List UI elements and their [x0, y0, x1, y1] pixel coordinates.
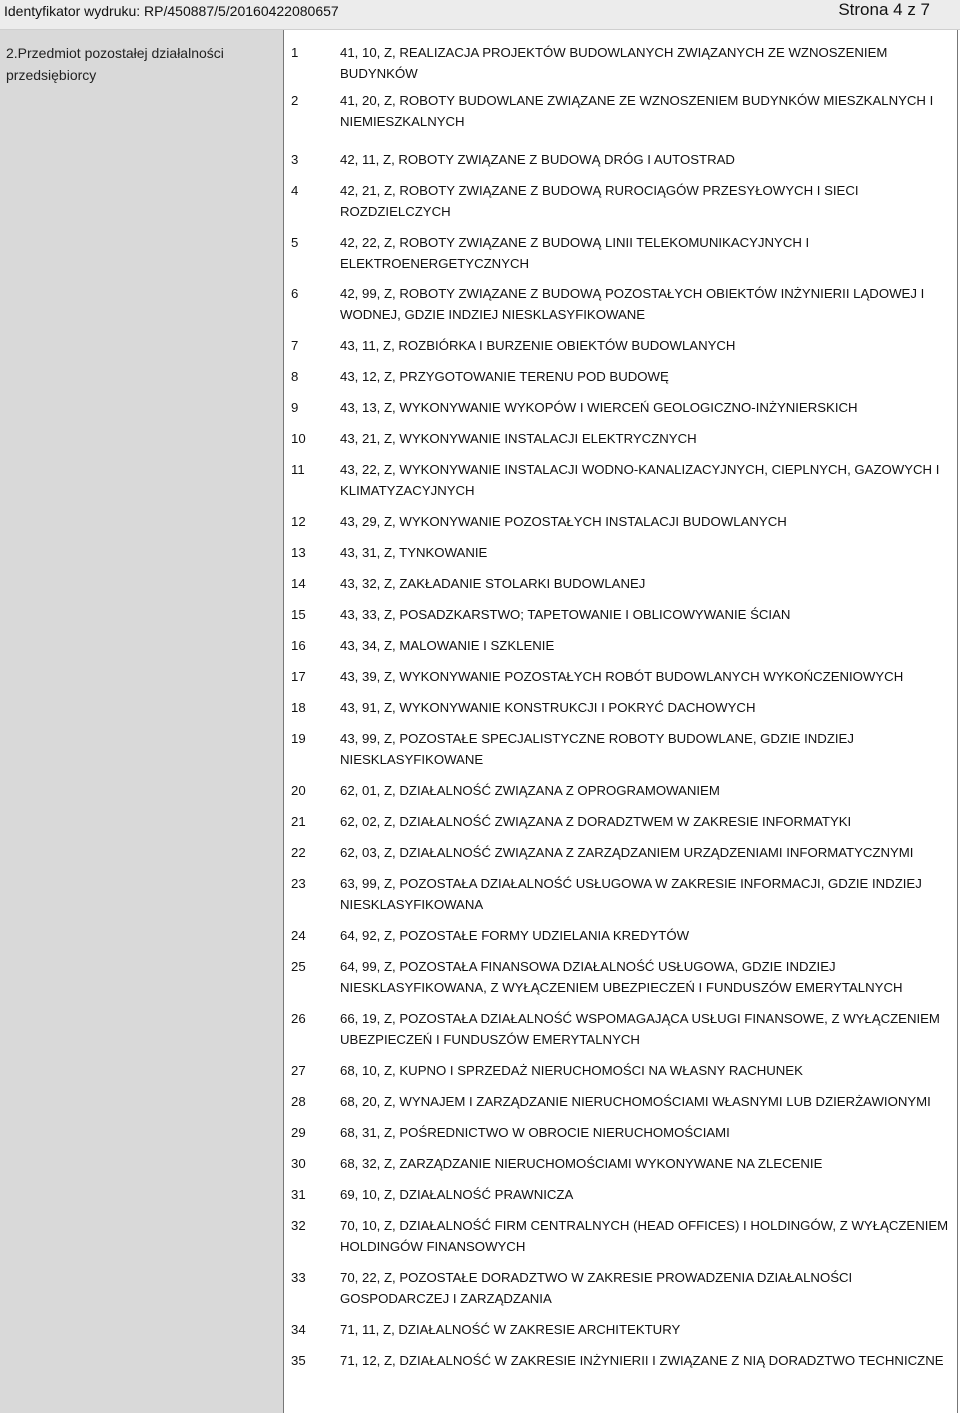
activity-description: 64, 99, Z, POZOSTAŁA FINANSOWA DZIAŁALNOŚĆ USŁUGOWA, GDZIE INDZIEJ NIESKLASYFIKOWANA, Z WYŁĄCZENIEM UBEZPIECZEŃ I FUNDUSZÓW EMERYTALNYCH — [340, 959, 903, 995]
activity-number: 5 — [291, 235, 299, 250]
activity-description: 68, 32, Z, ZARZĄDZANIE NIERUCHOMOŚCIAMI WYKONYWANE NA ZLECENIE — [340, 1156, 823, 1171]
print-header — [0, 0, 960, 30]
activity-number: 21 — [291, 814, 306, 829]
activity-description: 66, 19, Z, POZOSTAŁA DZIAŁALNOŚĆ WSPOMAGAJĄCA USŁUGI FINANSOWE, Z WYŁĄCZENIEM UBEZPIECZEŃ I FUNDUSZÓW EMERYTALNYCH — [340, 1011, 940, 1047]
activity-number: 7 — [291, 338, 299, 353]
activity-description: 43, 99, Z, POZOSTAŁE SPECJALISTYCZNE ROBOTY BUDOWLANE, GDZIE INDZIEJ NIESKLASYFIKOWANE — [340, 731, 854, 767]
activity-description: 43, 91, Z, WYKONYWANIE KONSTRUKCJI I POKRYĆ DACHOWYCH — [340, 700, 756, 715]
activity-number: 23 — [291, 876, 306, 891]
activity-description: 62, 01, Z, DZIAŁALNOŚĆ ZWIĄZANA Z OPROGRAMOWANIEM — [340, 783, 720, 798]
activity-description: 71, 12, Z, DZIAŁALNOŚĆ W ZAKRESIE INŻYNIERII I ZWIĄZANE Z NIĄ DORADZTWO TECHNICZNE — [340, 1353, 944, 1368]
page-indicator: Strona 4 z 7 — [838, 0, 930, 19]
activity-description: 63, 99, Z, POZOSTAŁA DZIAŁALNOŚĆ USŁUGOWA W ZAKRESIE INFORMACJI, GDZIE INDZIEJ NIESKLASYFIKOWANA — [340, 876, 922, 912]
activity-number: 29 — [291, 1125, 306, 1140]
activity-description: 43, 13, Z, WYKONYWANIE WYKOPÓW I WIERCEŃ GEOLOGICZNO-INŻYNIERSKICH — [340, 400, 858, 415]
print-identifier: Identyfikator wydruku: RP/450887/5/20160422080657 — [4, 3, 339, 19]
activity-number: 15 — [291, 607, 306, 622]
activity-number: 13 — [291, 545, 306, 560]
activity-number: 24 — [291, 928, 306, 943]
activity-number: 34 — [291, 1322, 306, 1337]
activity-number: 10 — [291, 431, 306, 446]
activity-number: 6 — [291, 286, 299, 301]
activity-number: 16 — [291, 638, 306, 653]
activity-number: 26 — [291, 1011, 306, 1026]
activity-number: 28 — [291, 1094, 306, 1109]
activity-number: 11 — [291, 462, 305, 477]
activity-number: 19 — [291, 731, 306, 746]
activity-number: 12 — [291, 514, 306, 529]
activity-description: 43, 21, Z, WYKONYWANIE INSTALACJI ELEKTRYCZNYCH — [340, 431, 697, 446]
section-title: 2.Przedmiot pozostałej działalności przedsiębiorcy — [6, 45, 224, 83]
activity-description: 69, 10, Z, DZIAŁALNOŚĆ PRAWNICZA — [340, 1187, 574, 1202]
activity-description: 43, 34, Z, MALOWANIE I SZKLENIE — [340, 638, 555, 653]
activity-number: 32 — [291, 1218, 306, 1233]
activity-number: 20 — [291, 783, 306, 798]
activity-number: 2 — [291, 93, 299, 108]
activity-number: 4 — [291, 183, 299, 198]
activity-description: 71, 11, Z, DZIAŁALNOŚĆ W ZAKRESIE ARCHITEKTURY — [340, 1322, 681, 1337]
activity-number: 35 — [291, 1353, 306, 1368]
activity-description: 68, 20, Z, WYNAJEM I ZARZĄDZANIE NIERUCHOMOŚCIAMI WŁASNYMI LUB DZIERŻAWIONYMI — [340, 1094, 931, 1109]
activity-description: 42, 11, Z, ROBOTY ZWIĄZANE Z BUDOWĄ DRÓG I AUTOSTRAD — [340, 152, 735, 167]
activity-description: 43, 31, Z, TYNKOWANIE — [340, 545, 488, 560]
activity-number: 17 — [291, 669, 306, 684]
activity-number: 9 — [291, 400, 299, 415]
section-label-column — [0, 30, 284, 1413]
activity-description: 42, 22, Z, ROBOTY ZWIĄZANE Z BUDOWĄ LINII TELEKOMUNIKACYJNYCH I ELEKTROENERGETYCZNYCH — [340, 235, 810, 271]
activity-number: 25 — [291, 959, 306, 974]
activity-description: 41, 10, Z, REALIZACJA PROJEKTÓW BUDOWLANYCH ZWIĄZANYCH ZE WZNOSZENIEM BUDYNKÓW — [340, 45, 888, 81]
activity-description: 43, 22, Z, WYKONYWANIE INSTALACJI WODNO-KANALIZACYJNYCH, CIEPLNYCH, GAZOWYCH I KLIMATYZACYJNYCH — [340, 462, 940, 498]
activity-list — [284, 30, 958, 1413]
activity-description: 64, 92, Z, POZOSTAŁE FORMY UDZIELANIA KREDYTÓW — [340, 928, 690, 943]
activity-number: 3 — [291, 152, 299, 167]
activity-number: 18 — [291, 700, 306, 715]
activity-number: 27 — [291, 1063, 306, 1078]
activity-description: 70, 10, Z, DZIAŁALNOŚĆ FIRM CENTRALNYCH (HEAD OFFICES) I HOLDINGÓW, Z WYŁĄCZENIEM HOLDINGÓW FINANSOWYCH — [340, 1218, 949, 1254]
activity-description: 43, 39, Z, WYKONYWANIE POZOSTAŁYCH ROBÓT BUDOWLANYCH WYKOŃCZENIOWYCH — [340, 669, 904, 684]
activity-description: 68, 10, Z, KUPNO I SPRZEDAŻ NIERUCHOMOŚCI NA WŁASNY RACHUNEK — [340, 1063, 803, 1078]
activity-description: 43, 29, Z, WYKONYWANIE POZOSTAŁYCH INSTALACJI BUDOWLANYCH — [340, 514, 787, 529]
activity-description: 43, 11, Z, ROZBIÓRKA I BURZENIE OBIEKTÓW BUDOWLANYCH — [340, 338, 736, 353]
activity-description: 42, 99, Z, ROBOTY ZWIĄZANE Z BUDOWĄ POZOSTAŁYCH OBIEKTÓW INŻYNIERII LĄDOWEJ I WODNEJ, GDZIE INDZIEJ NIESKLASYFIKOWANE — [340, 286, 925, 322]
activity-number: 8 — [291, 369, 299, 384]
activity-description: 43, 12, Z, PRZYGOTOWANIE TERENU POD BUDOWĘ — [340, 369, 669, 384]
activity-number: 30 — [291, 1156, 306, 1171]
activity-number: 1 — [291, 45, 299, 60]
activity-description: 62, 03, Z, DZIAŁALNOŚĆ ZWIĄZANA Z ZARZĄDZANIEM URZĄDZENIAMI INFORMATYCZNYMI — [340, 845, 914, 860]
activity-description: 70, 22, Z, POZOSTAŁE DORADZTWO W ZAKRESIE PROWADZENIA DZIAŁALNOŚCI GOSPODARCZEJ I ZARZĄDZANIA — [340, 1270, 853, 1306]
activity-description: 41, 20, Z, ROBOTY BUDOWLANE ZWIĄZANE ZE WZNOSZENIEM BUDYNKÓW MIESZKALNYCH I NIEMIESZKALNYCH — [340, 93, 934, 129]
activity-number: 14 — [291, 576, 306, 591]
activity-description: 68, 31, Z, POŚREDNICTWO W OBROCIE NIERUCHOMOŚCIAMI — [340, 1125, 730, 1140]
activity-number: 22 — [291, 845, 306, 860]
activity-description: 42, 21, Z, ROBOTY ZWIĄZANE Z BUDOWĄ RUROCIĄGÓW PRZESYŁOWYCH I SIECI ROZDZIELCZYCH — [340, 183, 859, 219]
activity-description: 43, 33, Z, POSADZKARSTWO; TAPETOWANIE I OBLICOWYWANIE ŚCIAN — [340, 607, 791, 622]
activity-number: 33 — [291, 1270, 306, 1285]
activity-description: 43, 32, Z, ZAKŁADANIE STOLARKI BUDOWLANEJ — [340, 576, 646, 591]
activity-number: 31 — [291, 1187, 306, 1202]
activity-description: 62, 02, Z, DZIAŁALNOŚĆ ZWIĄZANA Z DORADZTWEM W ZAKRESIE INFORMATYKI — [340, 814, 852, 829]
